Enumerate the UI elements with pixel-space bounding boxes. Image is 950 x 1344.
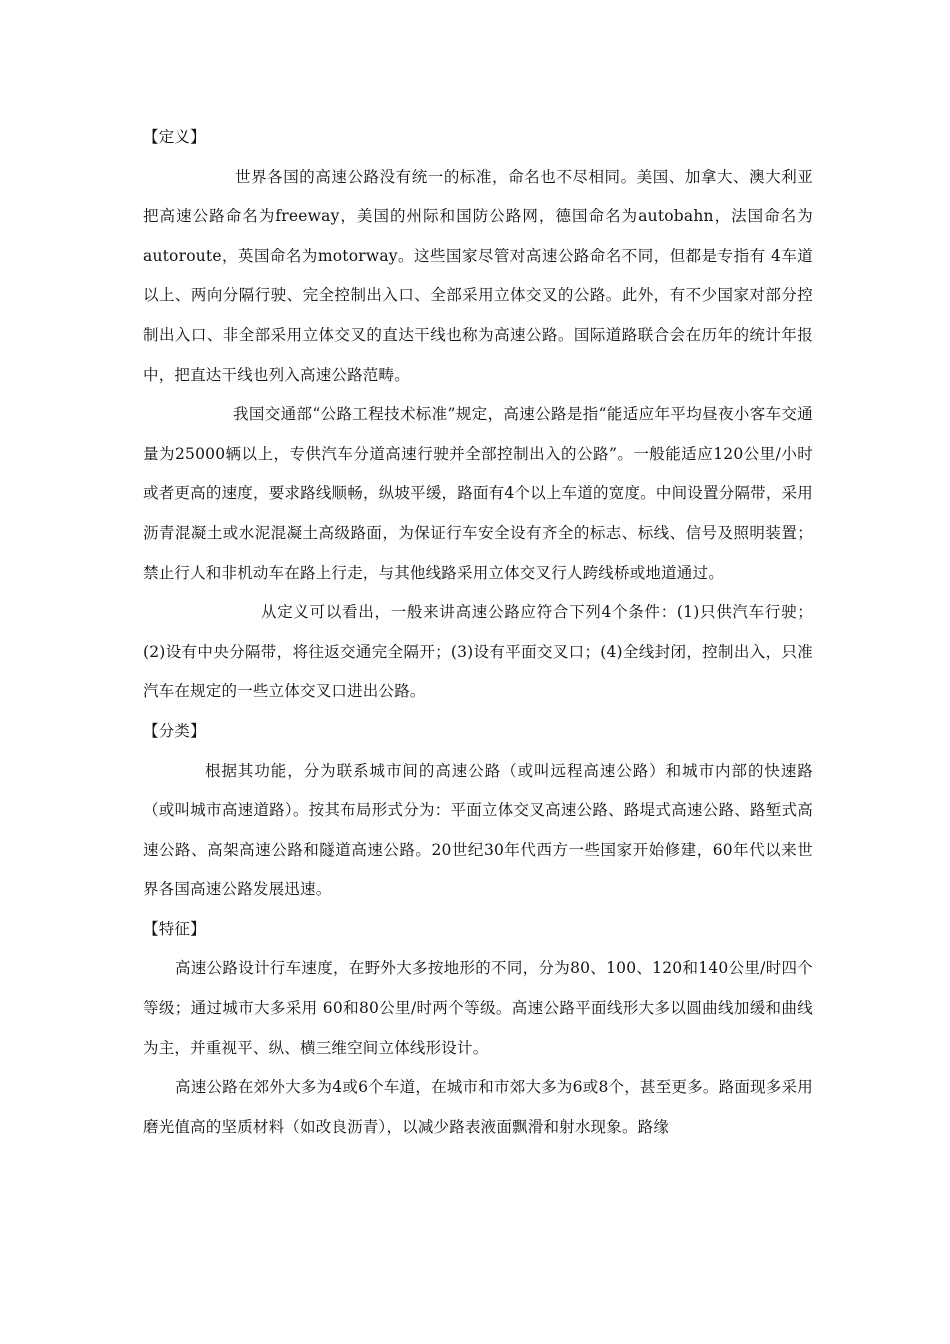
classification-paragraph-1: 根据其功能，分为联系城市间的高速公路（或叫远程高速公路）和城市内部的快速路（或叫城市高速道路）。按其布局形式分为：平面立体交叉高速公路、路堤式高速公路、路堑式高速公路、高架高速公路和隧道高速公路。20世纪30年代西方一些国家开始修建，60年代以来世界各国高速公路发展迅速。: [143, 761, 813, 899]
section-heading-features: 【特征】: [143, 919, 206, 938]
document-body: [143, 118, 813, 1147]
features-paragraph-1: 高速公路设计行车速度，在野外大多按地形的不同，分为80、100、120和140公里/时四个等级；通过城市大多采用 60和80公里/时两个等级。高速公路平面线形大多以圆曲线加缓和曲线为主，并重视平、纵、横三维空间立体线形设计。: [143, 959, 813, 1057]
definition-paragraph-1: 世界各国的高速公路没有统一的标准，命名也不尽相同。美国、加拿大、澳大利亚把高速公路命名为freeway，美国的州际和国防公路网，德国命名为autobahn，法国命名为autoroute，英国命名为motorway。这些国家尽管对高速公路命名不同，但都是专指有 4车道以上、两向分隔行驶、完全控制出入口、全部采用立体交叉的公路。此外，有不少国家对部分控制出入口、非全部采用立体交叉的直达干线也称为高速公路。国际道路联合会在历年的统计年报中，把直达干线也列入高速公路范畴。: [143, 167, 813, 384]
section-heading-classification: 【分类】: [143, 721, 206, 740]
features-paragraph-2: 高速公路在郊外大多为4或6个车道，在城市和市郊大多为6或8个，甚至更多。路面现多采用磨光值高的坚质材料（如改良沥青），以减少路表液面飘滑和射水现象。路缘: [143, 1078, 813, 1136]
definition-paragraph-2: 我国交通部“公路工程技术标准”规定，高速公路是指“能适应年平均昼夜小客车交通量为25000辆以上，专供汽车分道高速行驶并全部控制出入的公路”。一般能适应120公里/小时或者更高的速度，要求路线顺畅，纵坡平缓，路面有4个以上车道的宽度。中间设置分隔带，采用沥青混凝土或水泥混凝土高级路面，为保证行车安全设有齐全的标志、标线、信号及照明装置；禁止行人和非机动车在路上行走，与其他线路采用立体交叉行人跨线桥或地道通过。: [143, 405, 813, 582]
definition-paragraph-3: 从定义可以看出，一般来讲高速公路应符合下列4个条件：(1)只供汽车行驶；(2)设有中央分隔带，将往返交通完全隔开；(3)设有平面交叉口；(4)全线封闭，控制出入，只准汽车在规定的一些立体交叉口进出公路。: [143, 603, 813, 701]
section-heading-definition: 【定义】: [143, 128, 206, 146]
